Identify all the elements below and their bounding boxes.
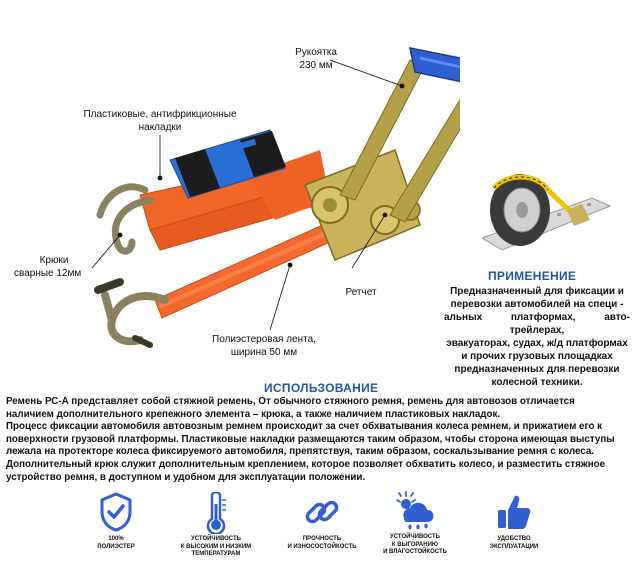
application-line: и прочих грузовых площадках [461, 351, 613, 362]
feature-label-line: К ВЫГОРАНИЮ [391, 541, 439, 548]
callout-pads [70, 108, 250, 134]
callout-pads-line-2: накладки [138, 122, 182, 133]
usage-text [6, 396, 634, 484]
callout-belt [204, 333, 324, 359]
usage-line: поверхности грузовой платформы. Пластиковые накладки размещаются таким образом, чтобы сторона имеющая выступы [6, 433, 615, 445]
wheel-illustration [482, 168, 612, 263]
application-line: эвакуаторах, судах, ж/д платформах [446, 338, 628, 349]
feature-strength [273, 492, 371, 551]
callout-handle-line-2: 230 мм [299, 60, 333, 71]
callout-hooks [14, 254, 94, 280]
application-heading: ПРИМЕНЕНИЕ [488, 269, 577, 283]
feature-label-line: ТЕМПЕРАТУРАМ [191, 551, 241, 557]
feature-label-line: 100% [108, 536, 124, 542]
feature-label-line: К ВЫСОКИМ И НИЗКИМ [180, 543, 252, 550]
feature-label-line: ПРОЧНОСТЬ [302, 536, 342, 542]
usage-line: Процесс фиксации автомобиля автовозным ремнем происходит за счет обхватывания колеса ремнем, и прижатием его к [6, 421, 603, 433]
feature-label-line: И ИЗНОСОСТОЙКОСТЬ [287, 543, 357, 550]
feature-polyester [67, 492, 165, 551]
usage-line: Дополнительный крюк служит дополнительным креплением, которое позволяет обхватить колесо, и разместить стяжное [6, 458, 606, 470]
application-line: альных платформах, авто-трейлерах, [444, 312, 630, 336]
sun-cloud-rain-icon [394, 490, 436, 530]
callout-ratchet: Ретчет [345, 287, 377, 298]
chain-link-icon [302, 492, 342, 532]
feature-label-line: УСТОЙЧИВОСТЬ [191, 536, 241, 542]
thumbs-up-icon [495, 492, 533, 532]
usage-line: устройство ремня, в доступном и удобном для эксплуатации положении. [6, 471, 366, 483]
feature-temperature [167, 492, 265, 559]
feature-weather [366, 490, 464, 557]
callout-belt-line-1: Полиэстеровая лента, [212, 334, 316, 345]
feature-convenience [465, 492, 563, 551]
application-line: предназначенных для перевозки [454, 364, 620, 375]
callout-handle-line-1: Рукоятка [295, 47, 337, 58]
callout-handle [276, 46, 356, 72]
shield-check-icon [99, 492, 133, 532]
application-line: перевозки автомобилей на специ - [450, 299, 624, 310]
usage-heading: ИСПОЛЬЗОВАНИЕ [264, 381, 379, 395]
usage-line: Ремень РС-А представляет собой стяжной ремень, От обычного стяжного ремня, ремень для автовозов отличается [6, 396, 575, 407]
feature-label-line: УДОБСТВО [497, 536, 531, 542]
application-text [444, 285, 630, 389]
usage-line: лежала на протекторе колеса фиксируемого автомобиля, препятствуя, таким образом, соскальзывание ремня с колеса. [6, 446, 595, 458]
application-line: Предназначенный для фиксации и [450, 286, 624, 297]
thermometer-icon [201, 492, 231, 534]
usage-line: наличием дополнительного крепежного элемента – крюка, а также наличием пластиковых накладок. [6, 408, 501, 420]
callout-hooks-line-1: Крюки [39, 255, 69, 266]
feature-label-line: ЭКСПЛУАТАЦИИ [489, 543, 539, 550]
application-line: колесной техники. [491, 377, 583, 388]
callout-pads-line-1: Пластиковые, антифрикционные [83, 109, 237, 120]
feature-label-line: УСТОЙЧИВОСТЬ [390, 534, 440, 540]
feature-label-line: И ВЛАГОСТОЙКОСТЬ [383, 549, 447, 555]
feature-label-line: ПОЛИЭСТЕР [97, 543, 135, 550]
callout-belt-line-2: ширина 50 мм [230, 347, 298, 358]
callout-hooks-line-2: сварные 12мм [14, 268, 82, 279]
